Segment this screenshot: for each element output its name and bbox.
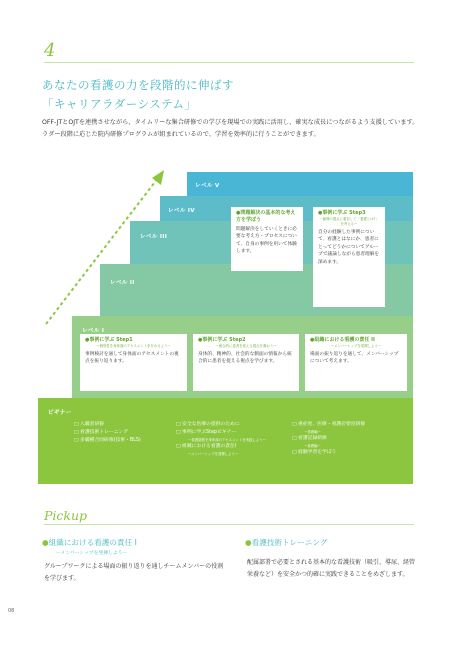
list-item: □ 入職者研修	[74, 422, 105, 427]
lead-paragraph: OFF-JTとOJTを連携させながら、タイムリーな集合研修での学びを現場での実践に活用し、確実な成長につながるよう支援しています。ラダー段階に応じた院内研修プログラムが組まれているので、学習を効率的に行うことができます。	[42, 119, 419, 138]
pickup-left-body: グループワークによる場面の振り返りを通しチームメンバーの役割を学びます。	[44, 563, 224, 582]
list-item-note: ー基礎編ー	[304, 430, 321, 434]
pickup-divider	[44, 524, 414, 525]
beginner-label: ビギナー	[48, 410, 72, 416]
card-title: ●組織における看護の責任 II	[310, 337, 375, 343]
card-body: 自分の経験した事例について、看護とはなにか、患者にとってどうかについてグループで議論しながら患者理解を深めます。	[318, 230, 380, 265]
list-item: □ 重症度、医療・看護必要度研修	[292, 422, 366, 427]
card-subtitle: ーメンバーシップを発揮しようー	[330, 344, 382, 348]
card-body: 身体的、精神的、社会的な側面の情報から統合的に患者を捉える視点を学びます。	[198, 352, 292, 365]
list-item: □ 看護技術トレーニング	[74, 430, 128, 435]
list-item: □ 看護記録研修	[292, 436, 327, 441]
list-item: □ 事例に学ぶStepビギナー	[176, 430, 237, 435]
card-case-step2	[193, 334, 299, 391]
level-3-label: レベル III	[140, 234, 168, 240]
level-5-label: レベル V	[195, 183, 220, 189]
heading-line-2: 「キャリアラダーシステム」	[42, 97, 197, 111]
card-body: 場面の振り返りを通して、メンバーシップについて考えます。	[310, 352, 399, 365]
pickup-right-title	[245, 537, 327, 548]
card-case-step1	[80, 334, 187, 391]
list-item: □ 組織における看護の責任I	[176, 444, 237, 449]
level-2-label: レベル II	[110, 280, 135, 286]
bullet-icon: ●	[245, 538, 252, 547]
level-1-label: レベル I	[82, 328, 105, 334]
card-org-responsibility-2	[305, 334, 407, 391]
section-divider	[44, 62, 414, 63]
beginner-list-2	[176, 421, 266, 457]
beginner-list-1	[74, 421, 141, 445]
card-title: ●事例に学ぶ Step3	[318, 210, 366, 216]
pickup-right-title-text: 看護技術トレーニング	[251, 538, 328, 547]
card-case-step3	[313, 207, 385, 307]
card-subtitle: ー統合的に患者を捉える視点を養おうー	[215, 344, 277, 348]
heading-line-1: あなたの看護の力を段階的に伸ばす	[42, 78, 234, 92]
card-title: ●事例に学ぶ Step2	[198, 337, 246, 343]
card-body: 問題解決をしていくときに必要な考え方・プロセスについて、自身の事例を用いて体験します。	[236, 227, 297, 255]
card-subtitle: ー個別性を身体面のアセスメントを行わせようー	[96, 344, 171, 348]
pickup-left-title	[42, 537, 137, 548]
list-item-note: ー基礎編ー	[304, 444, 321, 448]
list-item: □ 経験学習を学ぼう	[292, 450, 337, 455]
card-body: 事例検討を通して身体面のアセスメントの視点を振り返ります。	[85, 352, 179, 365]
list-item-note: ー看護過程を身体面のアセスメントを実践しようー	[188, 438, 266, 442]
beginner-list-3	[292, 421, 365, 457]
bullet-icon: ●	[42, 538, 49, 547]
card-title: ●事例に学ぶ Step1	[85, 337, 133, 343]
page-number: 08	[8, 608, 15, 614]
card-title: ●問題解決の基本的な考え方を学ぼう	[236, 210, 296, 223]
pickup-heading: Pickup	[44, 508, 88, 523]
list-item: □ 安全な医療の提供のために	[176, 422, 240, 427]
card-problem-solving	[231, 207, 303, 271]
pickup-left-subtitle: ーメンバーシップを発揮しようー	[56, 551, 128, 556]
pickup-left-title-text: 組織における看護の責任 I	[48, 538, 137, 547]
ladder-level-5	[187, 172, 413, 196]
section-number: 4	[44, 40, 56, 61]
list-item-note: ーメンバーシップを発揮しようー	[188, 452, 239, 456]
list-item: □ 多職種合同研修(技術・BLS)	[74, 438, 141, 443]
card-subtitle: ー倫理の視点に着目して「看護とは?」を考えるー	[319, 217, 379, 226]
level-4-label: レベル IV	[168, 208, 195, 214]
pickup-right-body: 配属部署で必要とされる基本的な看護技術（吸引、導尿、経管栄養など）を安全かつ的確に実践できることをめざします。	[247, 559, 416, 578]
